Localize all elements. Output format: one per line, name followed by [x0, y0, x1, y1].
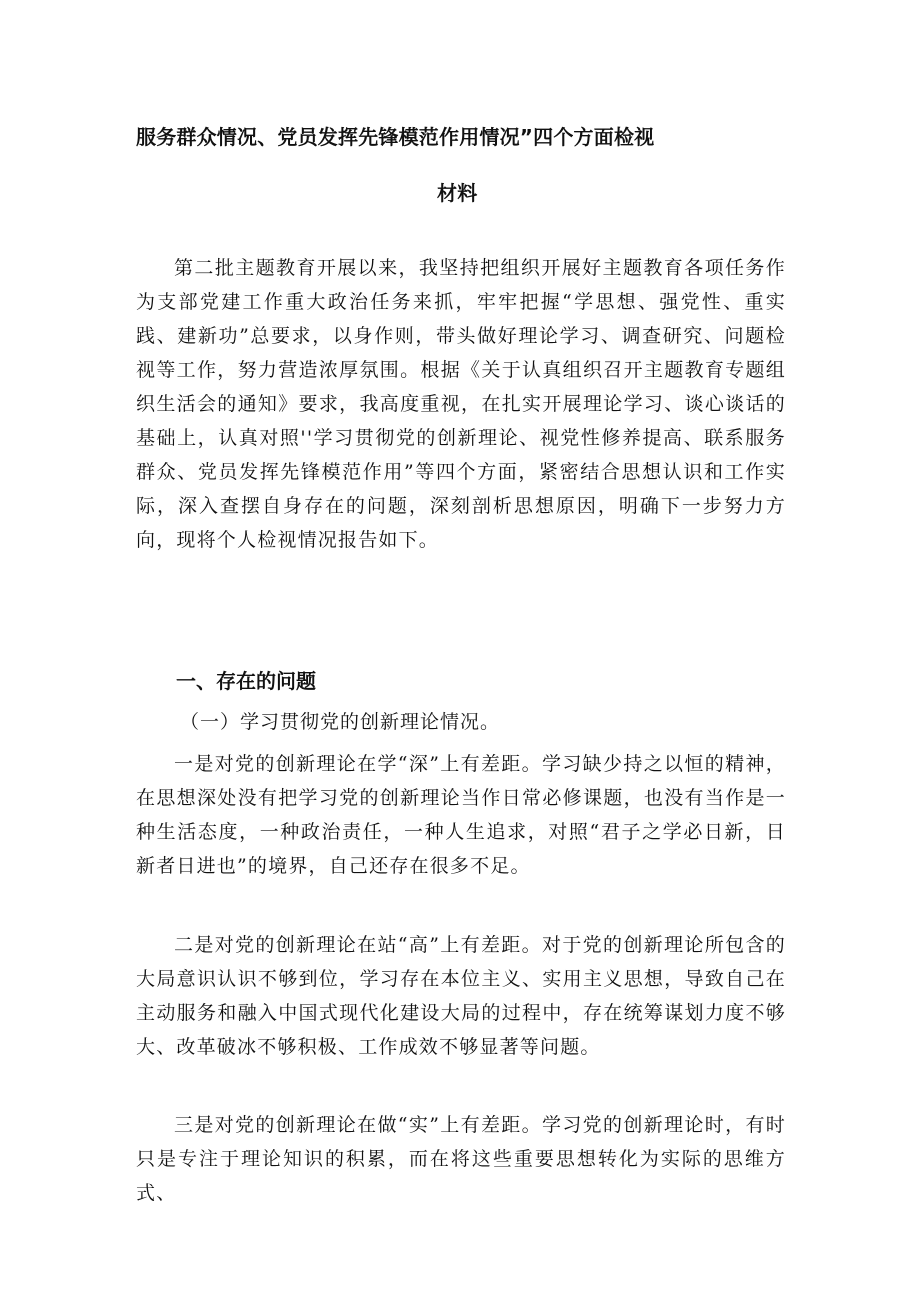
- intro-paragraph: [136, 251, 786, 557]
- paragraph-3-text: 三是对党的创新理论在做“实”上有差距。学习党的创新理论时，有时只是专注于理论知识的积累，而在将这些重要思想转化为实际的思维方式、: [136, 1114, 786, 1204]
- paragraph-3: [136, 1108, 786, 1210]
- document-title-line-1: 服务群众情况、党员发挥先锋模范作用情况”四个方面检视: [136, 125, 655, 149]
- section-heading: 一、存在的问题: [176, 669, 316, 693]
- document-title-line-2: 材料: [437, 181, 478, 205]
- paragraph-1-text: 一是对党的创新理论在学“深”上有差距。学习缺少持之以恒的精神，在思想深处没有把学习党的创新理论当作日常必修课题，也没有当作是一种生活态度，一种政治责任，一种人生追求，对照“君子之学必日新，日新者日进也”的境界，自己还存在很多不足。: [136, 753, 786, 877]
- intro-text: 第二批主题教育开展以来，我坚持把组织开展好主题教育各项任务作为支部党建工作重大政治任务来抓，牢牢把握“学思想、强党性、重实践、建新功”总要求，以身作则，带头做好理论学习、调查研究、问题检视等工作，努力营造浓厚氛围。根据《关于认真组织召开主题教育专题组织生活会的通知》要求，我高度重视，在扎实开展理论学习、谈心谈话的基础上，认真对照''学习贯彻党的创新理论、视党性修养提高、联系服务群众、党员发挥先锋模范作用”等四个方面，紧密结合思想认识和工作实际，深入查摆自身存在的问题，深刻剖析思想原因，明确下一步努力方向，现将个人检视情况报告如下。: [136, 257, 786, 551]
- subsection-heading: （一）学习贯彻党的创新理论情况。: [180, 711, 501, 733]
- paragraph-2: [136, 928, 786, 1064]
- paragraph-1: [136, 747, 786, 883]
- paragraph-2-text: 二是对党的创新理论在站“高”上有差距。对于党的创新理论所包含的大局意识认识不够到位，学习存在本位主义、实用主义思想，导致自己在主动服务和融入中国式现代化建设大局的过程中，存在统筹谋划力度不够大、改革破冰不够积极、工作成效不够显著等问题。: [136, 934, 786, 1058]
